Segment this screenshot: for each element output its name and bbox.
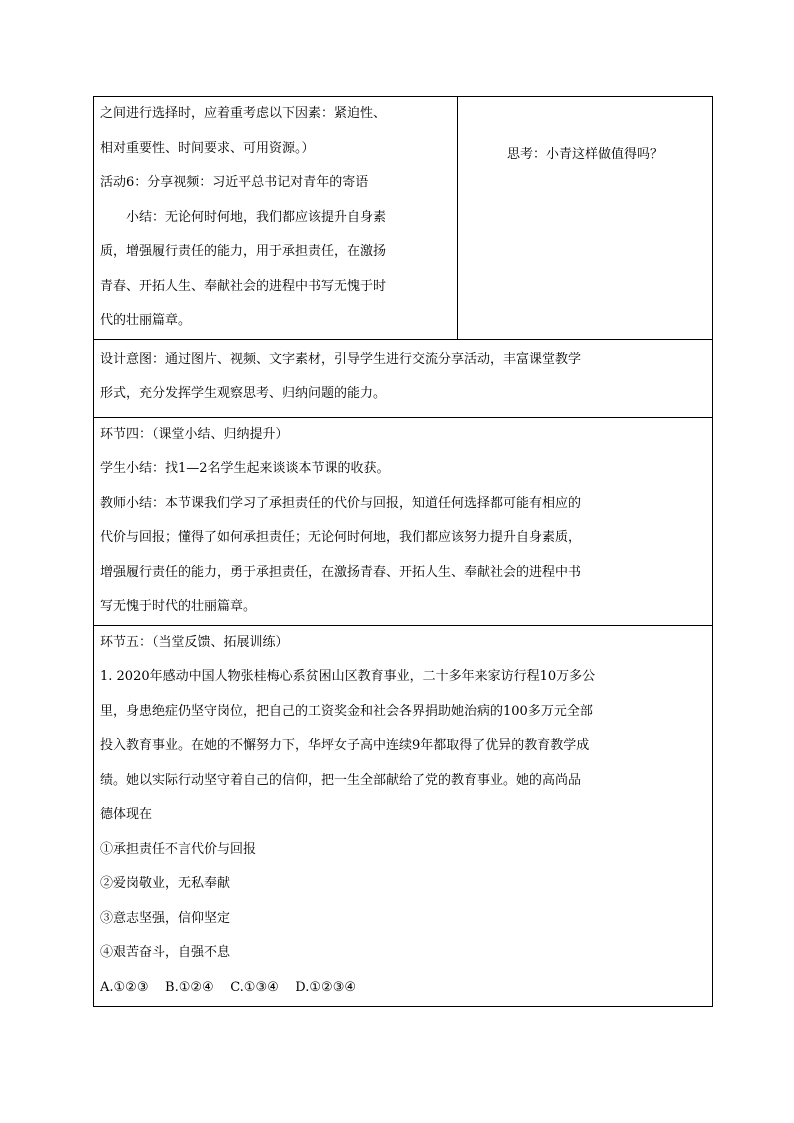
think-question: 思考：小青这样做值得吗？ [506,147,663,162]
question-line: 德体现在 [100,807,153,822]
text-line: 代的壮丽篇章。 [100,313,192,328]
question-line: 绩。她以实际行动坚守着自己的信仰，把一生全部献给了党的教育事业。她的高尚品 [100,772,582,788]
text-line: 活动6：分享视频：习近平总书记对青年的寄语 [100,175,369,190]
option-line: ④艰苦奋斗，自强不息 [100,945,231,960]
text-line: 增强履行责任的能力，勇于承担责任，在激扬青春、开拓人生、奉献社会的进程中书 [100,564,582,580]
text-line: 青春、开拓人生、奉献社会的进程中书写无愧于时 [100,278,387,294]
text-line: 形式，充分发挥学生观察思考、归纳问题的能力。 [100,386,387,401]
lesson-plan-page [93,96,700,1007]
answer-choices: A.①②③ B.①②④ C.①③④ D.①②③④ [100,979,357,995]
exercise-cell [94,625,713,1006]
option-line: ②爱岗敬业，无私奉献 [100,876,231,891]
activity-row [94,97,713,340]
summary-row [94,417,713,625]
design-intent-cell [94,339,713,417]
text-line: 学生小结：找1—2名学生起来谈谈本节课的收获。 [100,461,390,476]
activity-right-cell [458,97,713,340]
text-line: 设计意图：通过图片、视频、文字素材，引导学生进行交流分享活动，丰富课堂教学 [100,351,582,367]
question-line: 里，身患绝症仍坚守岗位，把自己的工资奖金和社会各界捐助她治病的100多万元全部 [100,703,593,719]
section-heading: 环节五：（当堂反馈、拓展训练） [100,634,289,650]
question-line: 投入教育事业。在她的不懈努力下，华坪女子高中连续9年都取得了优异的教育教学成 [100,738,590,753]
option-line: ①承担责任不言代价与回报 [100,841,257,857]
lesson-plan-table [93,96,713,1007]
activity-left-cell [94,97,458,340]
question-line: 1. 2020年感动中国人物张桂梅心系贫困山区教育事业，二十多年来家访行程10万多公 [100,669,596,684]
text-line: 质，增强履行责任的能力，用于承担责任，在激扬 [100,244,387,259]
summary-cell [94,417,713,625]
text-line: 小结：无论何时何地，我们都应该提升自身素 [126,209,387,225]
section-heading: 环节四：（课堂小结、归纳提升） [100,426,289,442]
text-line: 之间进行选择时，应着重考虑以下因素：紧迫性、 [100,106,387,121]
text-line: 相对重要性、时间要求、可用资源。） [100,140,315,156]
text-line: 代价与回报；懂得了如何承担责任；无论何时何地，我们都应该努力提升自身素质， [100,530,582,545]
text-line: 写无愧于时代的壮丽篇章。 [100,599,257,614]
text-line: 教师小结：本节课我们学习了承担责任的代价与回报，知道任何选择都可能有相应的 [100,495,582,511]
design-intent-row [94,339,713,417]
option-line: ③意志坚强，信仰坚定 [100,910,231,926]
exercise-row [94,625,713,1006]
